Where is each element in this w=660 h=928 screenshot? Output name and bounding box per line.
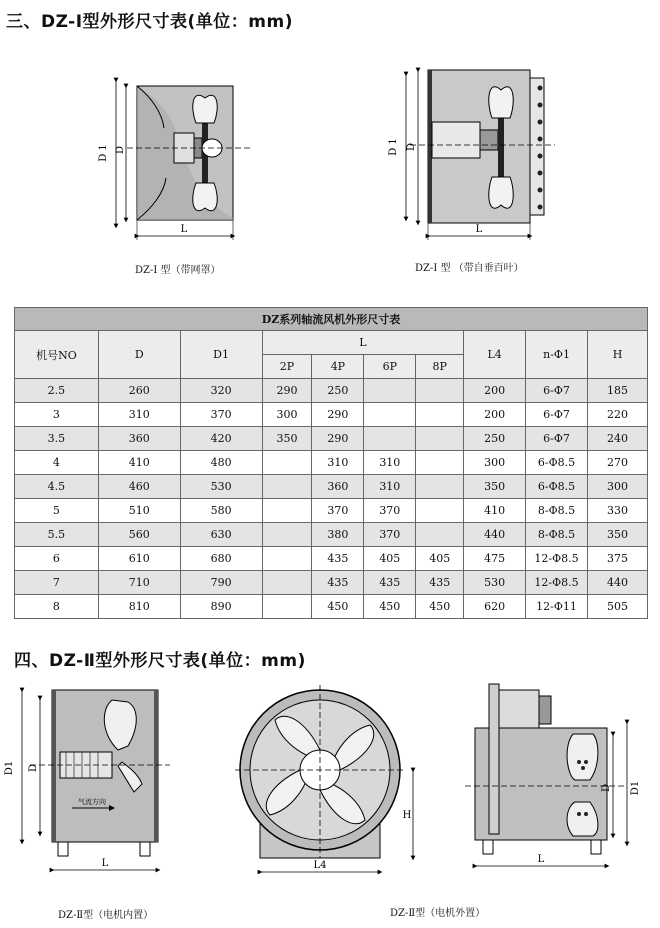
table-cell: 350 (464, 475, 526, 499)
table-cell: 3 (15, 403, 99, 427)
fig3-caption: DZ-Ⅱ型（电机内置） (58, 910, 154, 921)
table-cell (262, 595, 312, 619)
table-cell: 300 (588, 475, 648, 499)
table-cell: 310 (364, 451, 416, 475)
table-cell: 310 (312, 451, 364, 475)
fig3-d-label: D (28, 763, 39, 773)
table-cell: 290 (312, 403, 364, 427)
table-cell: 310 (98, 403, 180, 427)
table-cell: 440 (588, 571, 648, 595)
table-cell: 3.5 (15, 427, 99, 451)
table-cell (364, 379, 416, 403)
table-cell (262, 475, 312, 499)
header-8p: 8P (416, 355, 464, 379)
fig2-l-label: L (475, 224, 483, 235)
table-title: DZ系列轴流风机外形尺寸表 (15, 308, 648, 331)
table-row (15, 523, 648, 547)
table-cell: 450 (312, 595, 364, 619)
table-cell (416, 403, 464, 427)
table-cell: 12-Φ8.5 (526, 547, 588, 571)
table-cell: 505 (588, 595, 648, 619)
table-cell: 530 (464, 571, 526, 595)
table-cell: 710 (98, 571, 180, 595)
header-l4: L4 (464, 331, 526, 379)
table-cell: 360 (98, 427, 180, 451)
table-cell: 435 (312, 547, 364, 571)
header-d1: D1 (180, 331, 262, 379)
table-cell: 375 (588, 547, 648, 571)
header-2p: 2P (262, 355, 312, 379)
table-cell: 6 (15, 547, 99, 571)
table-body (15, 379, 648, 619)
table-cell (416, 427, 464, 451)
table-cell: 220 (588, 403, 648, 427)
table-row (15, 475, 648, 499)
table-cell (364, 403, 416, 427)
header-d: D (98, 331, 180, 379)
table-row (15, 451, 648, 475)
table-cell: 530 (180, 475, 262, 499)
table-cell (262, 523, 312, 547)
table-cell: 250 (464, 427, 526, 451)
table-cell: 435 (312, 571, 364, 595)
table-cell: 8-Φ8.5 (526, 523, 588, 547)
table-cell (262, 571, 312, 595)
table-cell: 810 (98, 595, 180, 619)
table-cell: 380 (312, 523, 364, 547)
fig4-h-label: H (402, 810, 412, 821)
table-cell (364, 427, 416, 451)
table-row (15, 379, 648, 403)
fig1-l-label: L (180, 224, 188, 235)
table-cell: 370 (180, 403, 262, 427)
fig3-d1-label: D1 (4, 760, 15, 776)
table-cell (416, 379, 464, 403)
fig5-l-label: L (537, 854, 545, 865)
fig5-d1-label: D1 (630, 780, 641, 796)
fig3-l-label: L (101, 858, 109, 869)
table-cell: 450 (364, 595, 416, 619)
table-cell: 6-Φ8.5 (526, 475, 588, 499)
table-cell: 12-Φ11 (526, 595, 588, 619)
header-l: L (262, 331, 464, 355)
table-cell: 260 (98, 379, 180, 403)
fig-dz1-guard-drawing (92, 68, 262, 246)
fig-dz2-front-drawing (225, 680, 425, 880)
dimensions-table (14, 307, 648, 619)
table-cell: 580 (180, 499, 262, 523)
table-cell: 5.5 (15, 523, 99, 547)
table-cell: 6-Φ7 (526, 403, 588, 427)
table-cell: 405 (416, 547, 464, 571)
table-cell: 790 (180, 571, 262, 595)
table-cell: 370 (364, 499, 416, 523)
table-cell (416, 499, 464, 523)
table-cell: 200 (464, 403, 526, 427)
fig-dz2-outer-drawing (455, 676, 645, 876)
table-cell: 480 (180, 451, 262, 475)
header-h: H (588, 331, 648, 379)
table-cell: 680 (180, 547, 262, 571)
table-cell: 620 (464, 595, 526, 619)
table-cell: 560 (98, 523, 180, 547)
header-6p: 6P (364, 355, 416, 379)
fig1-caption: DZ-I 型（带网罩） (135, 265, 221, 276)
table-cell: 450 (416, 595, 464, 619)
table-cell: 8-Φ8.5 (526, 499, 588, 523)
table-row (15, 427, 648, 451)
table-cell: 610 (98, 547, 180, 571)
table-cell: 8 (15, 595, 99, 619)
table-cell: 6-Φ7 (526, 427, 588, 451)
table-cell: 405 (364, 547, 416, 571)
table-cell: 350 (262, 427, 312, 451)
table-cell: 250 (312, 379, 364, 403)
table-cell: 630 (180, 523, 262, 547)
table-cell: 890 (180, 595, 262, 619)
table-cell (262, 499, 312, 523)
section-2-title: 四、DZ-Ⅱ型外形尺寸表(单位：mm) (14, 651, 306, 671)
fig1-d-label: D (115, 145, 126, 155)
table-cell: 6-Φ7 (526, 379, 588, 403)
table-cell: 4 (15, 451, 99, 475)
table-cell (262, 451, 312, 475)
table-row (15, 499, 648, 523)
table-cell: 270 (588, 451, 648, 475)
table-cell (416, 451, 464, 475)
table-cell: 6-Φ8.5 (526, 451, 588, 475)
table-cell: 435 (364, 571, 416, 595)
fig2-caption: DZ-I 型 （带自垂百叶） (415, 263, 524, 274)
fig2-d1-label: D 1 (388, 138, 399, 156)
fig-dz1-louver-drawing (380, 60, 570, 245)
table-row (15, 571, 648, 595)
fig4-l4-label: L4 (313, 860, 327, 871)
header-model: 机号NO (15, 331, 99, 379)
table-cell: 330 (588, 499, 648, 523)
table-row (15, 547, 648, 571)
table-cell: 410 (464, 499, 526, 523)
table-cell: 440 (464, 523, 526, 547)
fig-dz2-inner-drawing (0, 680, 180, 880)
fig1-d1-label: D 1 (98, 144, 109, 162)
header-n-phi: n-Φ1 (526, 331, 588, 379)
table-cell: 510 (98, 499, 180, 523)
table-cell: 370 (364, 523, 416, 547)
table-cell: 185 (588, 379, 648, 403)
table-cell (416, 475, 464, 499)
table-cell: 320 (180, 379, 262, 403)
table-cell: 435 (416, 571, 464, 595)
fig3-airflow-label: 气流方向 (78, 798, 106, 806)
table-cell: 290 (262, 379, 312, 403)
section-1-title: 三、DZ-I型外形尺寸表(单位：mm) (6, 12, 293, 32)
fig5-caption: DZ-Ⅱ型（电机外置） (390, 908, 486, 919)
table-cell (262, 547, 312, 571)
table-cell: 300 (262, 403, 312, 427)
table-cell: 4.5 (15, 475, 99, 499)
table-cell: 360 (312, 475, 364, 499)
fig5-d-label: D (601, 783, 612, 793)
table-cell: 410 (98, 451, 180, 475)
table-cell: 475 (464, 547, 526, 571)
table-cell (416, 523, 464, 547)
table-row (15, 403, 648, 427)
table-cell: 310 (364, 475, 416, 499)
table-cell: 460 (98, 475, 180, 499)
table-cell: 420 (180, 427, 262, 451)
table-cell: 370 (312, 499, 364, 523)
table-cell: 2.5 (15, 379, 99, 403)
table-row (15, 595, 648, 619)
table-cell: 7 (15, 571, 99, 595)
header-4p: 4P (312, 355, 364, 379)
table-cell: 200 (464, 379, 526, 403)
table-cell: 12-Φ8.5 (526, 571, 588, 595)
table-cell: 300 (464, 451, 526, 475)
table-cell: 240 (588, 427, 648, 451)
table-cell: 5 (15, 499, 99, 523)
table-cell: 350 (588, 523, 648, 547)
fig2-d-label: D (406, 142, 417, 152)
table-cell: 290 (312, 427, 364, 451)
